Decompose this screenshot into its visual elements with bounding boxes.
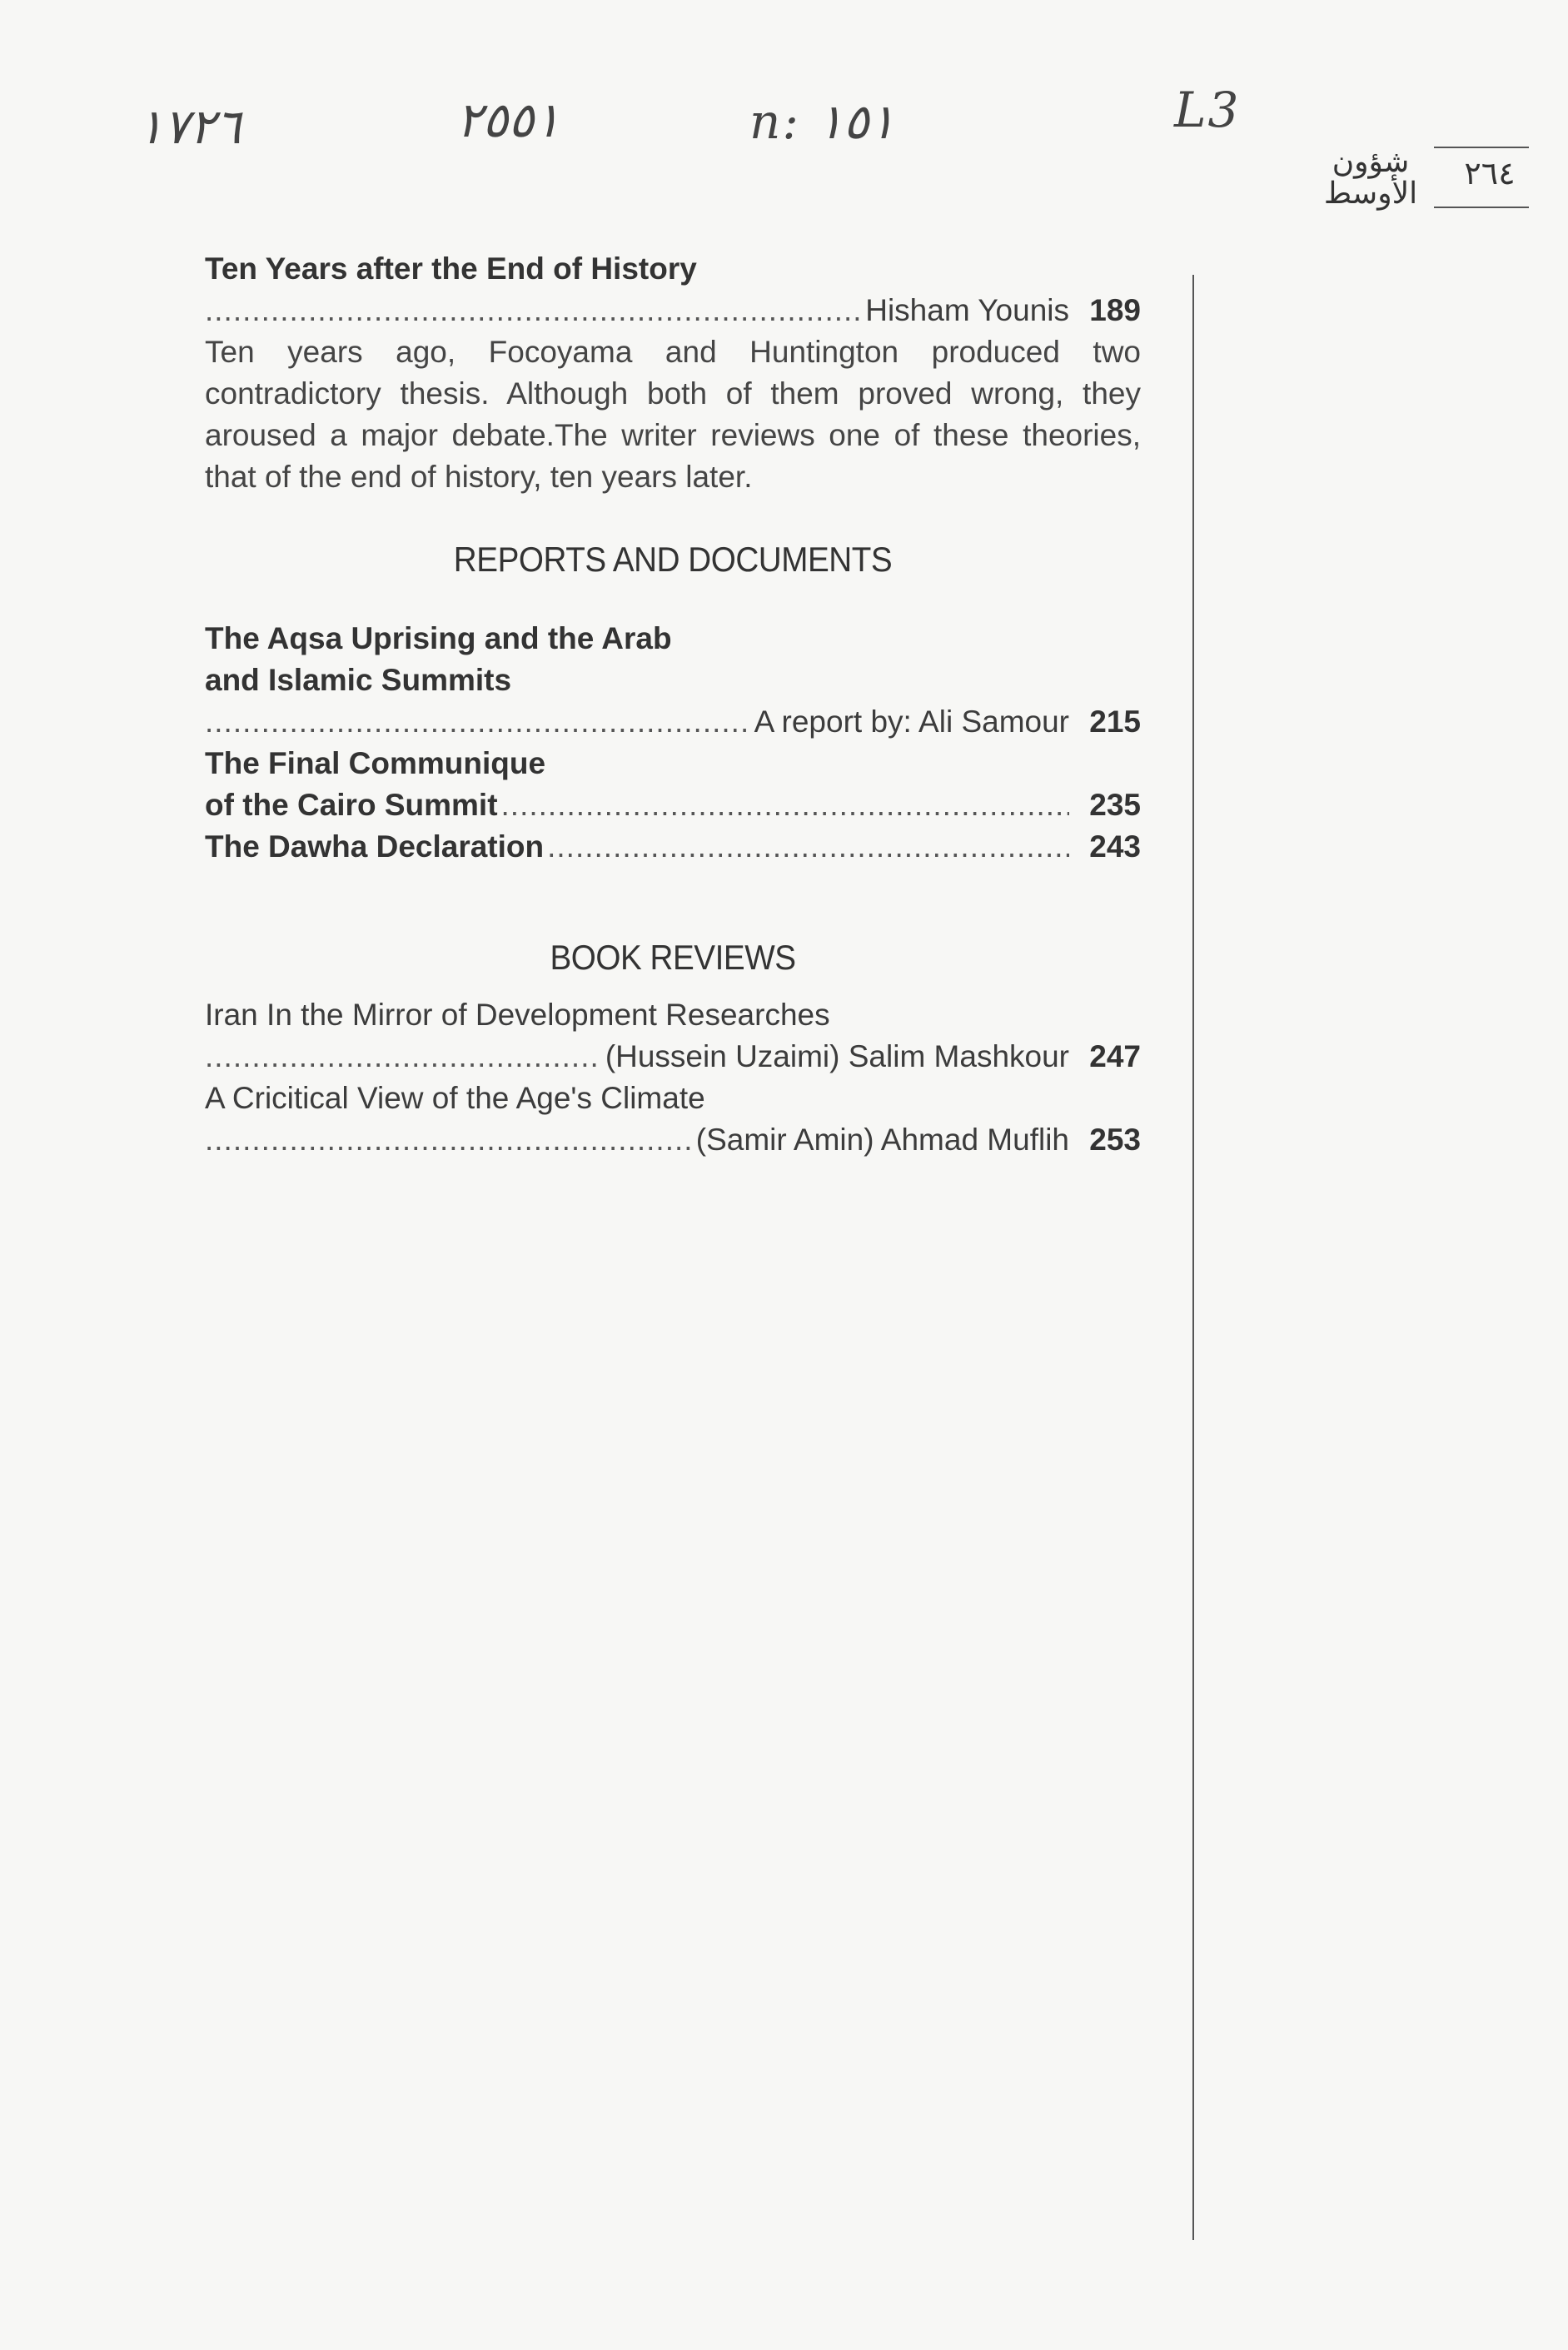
entry-title: Ten Years after the End of History	[205, 251, 697, 286]
entry-author: (Samir Amin) Ahmad Muflih	[695, 1123, 1069, 1157]
entry-page: 247	[1089, 1039, 1141, 1073]
entry-title: The Final Communique	[205, 746, 546, 780]
entry-abstract: Ten years ago, Focoyama and Huntington produced two contradictory thesis. Although both of them proved wrong, they aroused a major debate.The writer reviews one of these theories, that of the end of history, ten years later.	[205, 335, 1141, 494]
entry-page: 235	[1089, 788, 1141, 822]
dot-leader	[205, 1036, 600, 1078]
toc-entry	[205, 248, 1141, 498]
entry-title: of the Cairo Summit	[205, 788, 498, 822]
toc-entry	[205, 1078, 1141, 1161]
table-of-contents	[205, 248, 1141, 1161]
page-number: ٢٦٤	[1464, 155, 1516, 192]
section-heading-book-reviews: BOOK REVIEWS	[550, 938, 796, 977]
toc-entry	[205, 618, 1141, 743]
handwritten-note: n: ١٥١	[749, 93, 895, 150]
column-divider	[1192, 275, 1194, 2240]
entry-title: The Dawha Declaration	[205, 829, 545, 864]
journal-masthead	[1309, 147, 1529, 222]
entry-leader-line	[205, 826, 1141, 868]
entry-author: (Hussein Uzaimi) Salim Mashkour	[605, 1039, 1069, 1073]
entry-page: 189	[1089, 293, 1141, 327]
masthead-rule	[1434, 207, 1529, 208]
dot-leader	[205, 290, 860, 331]
entry-author: Hisham Younis	[865, 293, 1069, 327]
entry-title: and Islamic Summits	[205, 663, 512, 697]
journal-logo: شؤون الأوسط	[1323, 145, 1418, 211]
entry-leader-line	[205, 290, 1141, 331]
entry-leader-line	[205, 701, 1141, 743]
masthead-rule	[1434, 147, 1529, 148]
entry-page: 253	[1089, 1123, 1141, 1157]
section-heading-reports: REPORTS AND DOCUMENTS	[453, 540, 893, 579]
dot-leader	[501, 784, 1069, 826]
entry-title: Iran In the Mirror of Development Researches	[205, 998, 830, 1032]
handwritten-note: ١٧٢٦	[137, 98, 241, 155]
entry-title: The Aqsa Uprising and the Arab	[205, 621, 672, 655]
entry-leader-line	[205, 784, 1141, 826]
toc-entry	[205, 826, 1141, 868]
entry-leader-line	[205, 1119, 1141, 1161]
toc-entry	[205, 994, 1141, 1078]
entry-author: A report by: Ali Samour	[754, 705, 1069, 739]
dot-leader	[547, 826, 1069, 868]
entry-leader-line	[205, 1036, 1141, 1078]
entry-page: 215	[1089, 705, 1141, 739]
entry-title: A Cricitical View of the Age's Climate	[205, 1081, 705, 1115]
handwritten-note: ٢٥٥١	[456, 92, 560, 148]
entry-page: 243	[1089, 829, 1141, 864]
dot-leader	[205, 701, 749, 743]
dot-leader	[205, 1119, 691, 1161]
handwritten-note: L3	[1174, 82, 1241, 138]
toc-entry	[205, 743, 1141, 826]
